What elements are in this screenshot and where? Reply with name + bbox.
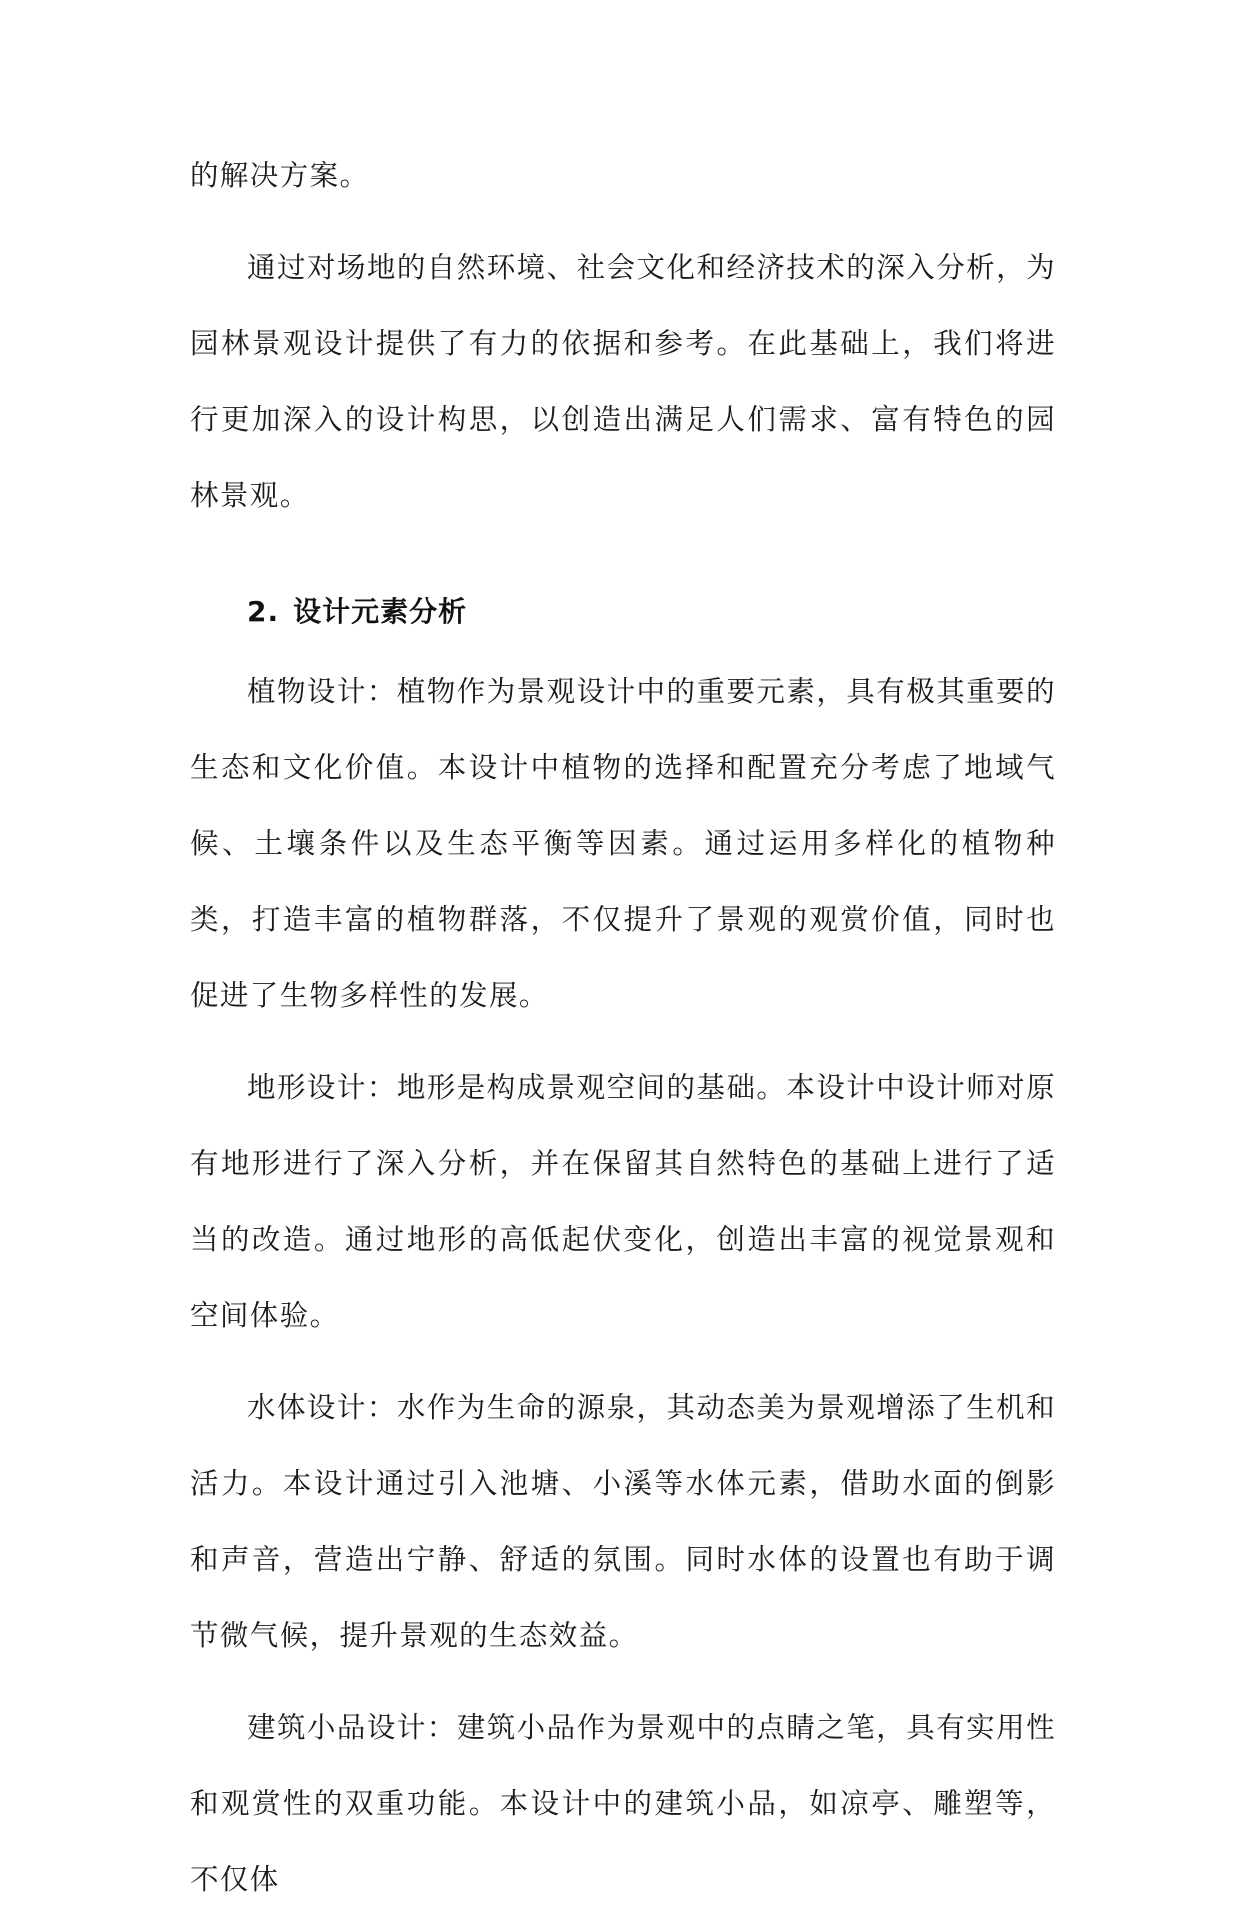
paragraph-plant-design: 植物设计：植物作为景观设计中的重要元素，具有极其重要的生态和文化价值。本设计中植物的选择和配置充分考虑了地域气候、土壤条件以及生态平衡等因素。通过运用多样化的植物种类，打造丰富的植物群落，不仅提升了景观的观赏价值，同时也促进了生物多样性的发展。 [190, 675, 1056, 1012]
paragraph-water-design: 水体设计：水作为生命的源泉，其动态美为景观增添了生机和活力。本设计通过引入池塘、小溪等水体元素，借助水面的倒影和声音，营造出宁静、舒适的氛围。同时水体的设置也有助于调节微气候，提升景观的生态效益。 [190, 1391, 1056, 1652]
document-body [190, 138, 1056, 1918]
paragraph-continuation: 的解决方案。 [190, 159, 370, 192]
section-number: 2. [247, 595, 280, 628]
paragraph-architectural-features: 建筑小品设计：建筑小品作为景观中的点睛之笔，具有实用性和观赏性的双重功能。本设计中的建筑小品，如凉亭、雕塑等，不仅体 [190, 1711, 1056, 1896]
section-title: 设计元素分析 [293, 595, 468, 628]
paragraph-terrain-design: 地形设计：地形是构成景观空间的基础。本设计中设计师对原有地形进行了深入分析，并在保留其自然特色的基础上进行了适当的改造。通过地形的高低起伏变化，创造出丰富的视觉景观和空间体验。 [190, 1071, 1056, 1332]
paragraph-site-analysis-summary: 通过对场地的自然环境、社会文化和经济技术的深入分析，为园林景观设计提供了有力的依据和参考。在此基础上，我们将进行更加深入的设计构思，以创造出满足人们需求、富有特色的园林景观。 [190, 251, 1056, 512]
section-heading [190, 574, 1056, 650]
